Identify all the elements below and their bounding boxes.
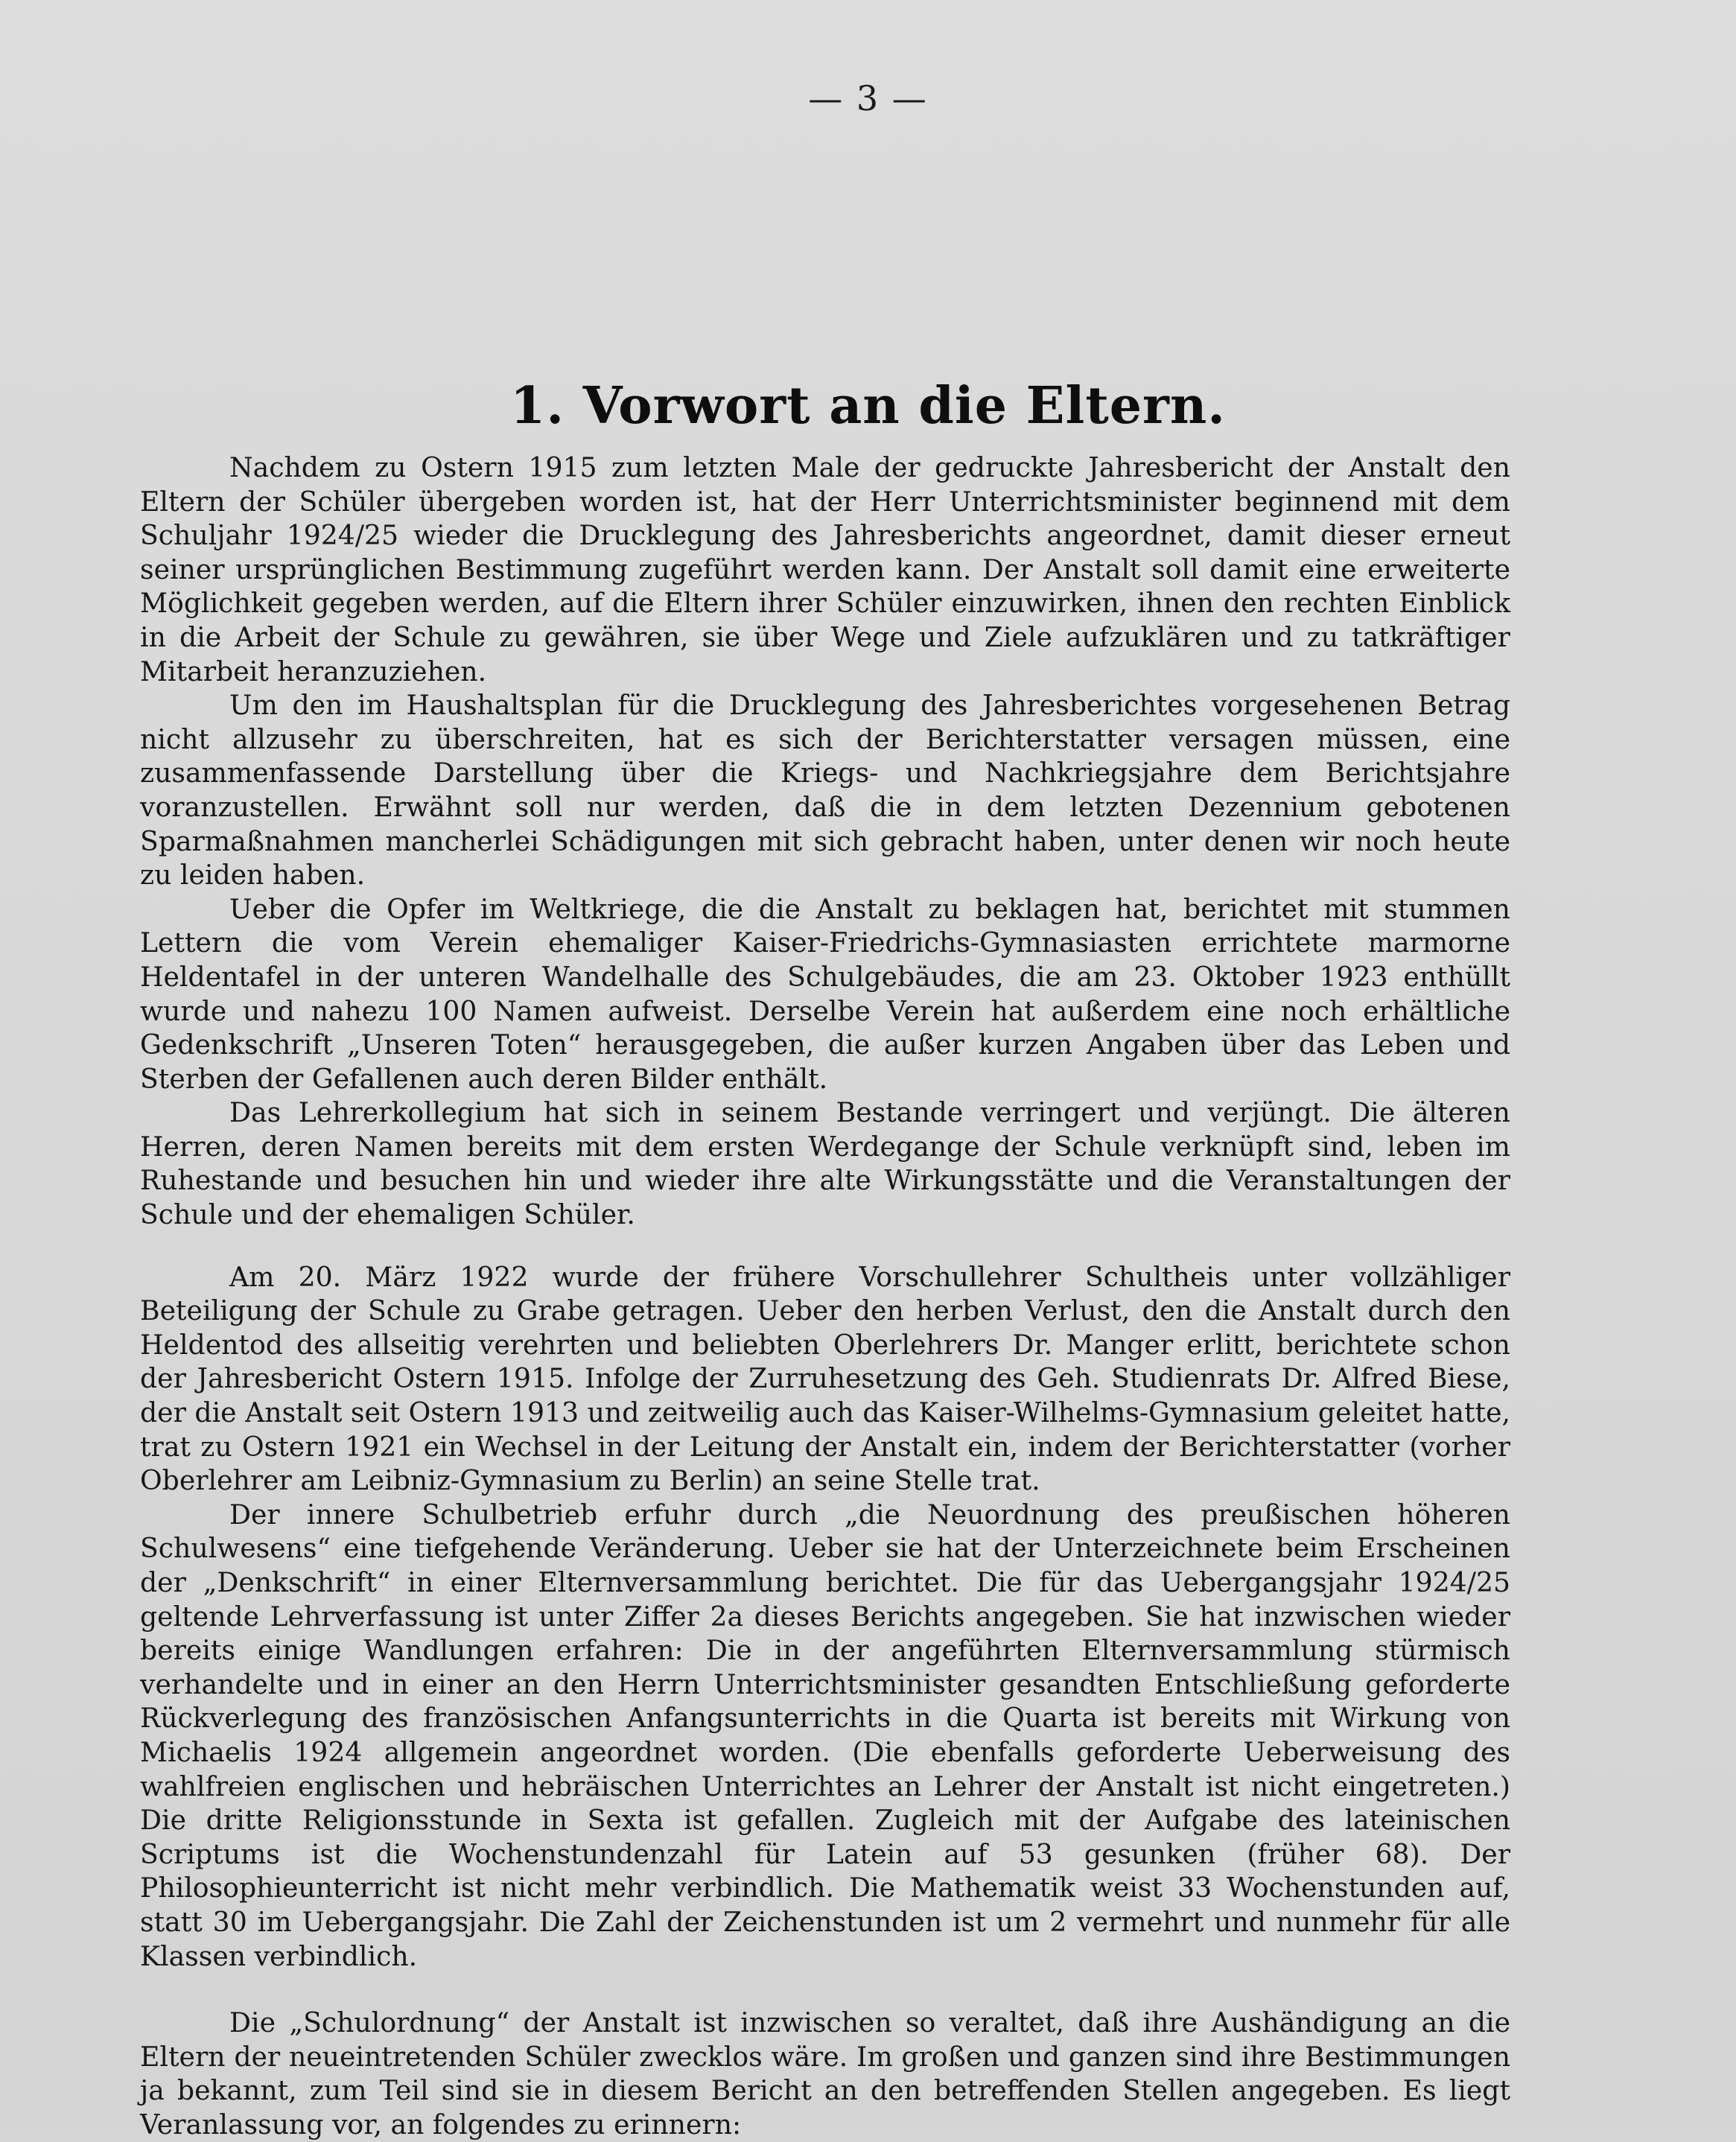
paragraph-teaching-staff: Das Lehrerkollegium hat sich in seinem Bestande verringert und verjüngt. Die älteren Herren, deren Namen bereits mit dem ersten Werdegange der Schule verknüpft sind, leben im Ruhestande und besuchen hin und wieder ihre alte Wirkungsstätte und die Veranstaltungen der Schule und der ehemaligen Schüler. bbox=[140, 1096, 1510, 1231]
page-number: — 3 — bbox=[808, 78, 928, 118]
section-title: 1. Vorwort an die Eltern. bbox=[510, 376, 1226, 436]
body-text bbox=[140, 451, 1510, 2142]
paragraph-budget: Um den im Haushaltsplan für die Drucklegung des Jahresberichtes vorgesehenen Betrag nicht allzusehr zu überschreiten, hat es sich der Berichterstatter versagen müssen, eine zusammenfassende Darstellung über die Kriegs- und Nachkriegsjahre dem Berichtsjahre voranzustellen. Erwähnt soll nur werden, daß die in dem letzten Dezennium gebotenen Sparmaßnahmen mancherlei Schädigungen mit sich gebracht haben, unter denen wir noch heute zu leiden haben. bbox=[140, 689, 1510, 892]
paragraph-war-victims: Ueber die Opfer im Weltkriege, die die Anstalt zu beklagen hat, berichtet mit stummen Lettern die vom Verein ehemaliger Kaiser-Friedrichs-Gymnasiasten errichtete marmorne Heldentafel in der unteren Wandelhalle des Schulgebäudes, die am 23. Oktober 1923 enthüllt wurde und nahezu 100 Namen aufweist. Derselbe Verein hat außerdem eine noch erhältliche Gedenkschrift „Unseren Toten“ herausgegeben, die außer kurzen Angaben über das Leben und Sterben der Gefallenen auch deren Bilder enthält. bbox=[140, 892, 1510, 1095]
paragraph-intro: Nachdem zu Ostern 1915 zum letzten Male der gedruckte Jahresbericht der Anstalt den Eltern der Schüler übergeben worden ist, hat der Herr Unterrichtsminister beginnend mit dem Schuljahr 1924/25 wieder die Drucklegung des Jahresberichts angeordnet, damit dieser erneut seiner ursprünglichen Bestimmung zugeführt werden kann. Der Anstalt soll damit eine erweiterte Möglichkeit gegeben werden, auf die Eltern ihrer Schüler einzuwirken, ihnen den rechten Einblick in die Arbeit der Schule zu gewähren, sie über Wege und Ziele aufzuklären und zu tatkräftiger Mitarbeit heranzuziehen. bbox=[140, 451, 1510, 687]
paragraph-obituaries: Am 20. März 1922 wurde der frühere Vorschullehrer Schultheis unter vollzähliger Beteiligung der Schule zu Grabe getragen. Ueber den herben Verlust, den die Anstalt durch den Heldentod des allseitig verehrten und beliebten Oberlehrers Dr. Manger erlitt, berichtete schon der Jahresbericht Ostern 1915. Infolge der Zurruhesetzung des Geh. Studienrats Dr. Alfred Biese, der die Anstalt seit Ostern 1913 und zeitweilig auch das Kaiser-Wilhelms-Gymnasium geleitet hatte, trat zu Ostern 1921 ein Wechsel in der Leitung der Anstalt ein, indem der Berichterstatter (vorher Oberlehrer am Leibniz-Gymnasium zu Berlin) an seine Stelle trat. bbox=[140, 1260, 1510, 1497]
paragraph-school-reform: Der innere Schulbetrieb erfuhr durch „die Neuordnung des preußischen höheren Schulwesens“ eine tiefgehende Veränderung. Ueber sie hat der Unterzeichnete beim Erscheinen der „Denkschrift“ in einer Elternversammlung berichtet. Die für das Uebergangsjahr 1924/25 geltende Lehrverfassung ist unter Ziffer 2a dieses Berichts angegeben. Sie hat inzwischen wieder bereits einige Wandlungen erfahren: Die in der angeführten Elternversammlung stürmisch verhandelte und in einer an den Herrn Unterrichtsminister gesandten Entschließung geforderte Rückverlegung des französischen Anfangsunterrichts in die Quarta ist bereits mit Wirkung von Michaelis 1924 allgemein angeordnet worden. (Die ebenfalls geforderte Ueberweisung des wahlfreien englischen und hebräischen Unterrichtes an Lehrer der Anstalt ist nicht eingetreten.) Die dritte Religionsstunde in Sexta ist gefallen. Zugleich mit der Aufgabe des lateinischen Scriptums ist die Wochenstundenzahl für Latein auf 53 gesunken (früher 68). Der Philosophieunterricht ist nicht mehr verbindlich. Die Mathematik weist 33 Wochenstunden auf, statt 30 im Uebergangsjahr. Die Zahl der Zeichenstunden ist um 2 vermehrt und nunmehr für alle Klassen verbindlich. bbox=[140, 1498, 1510, 1972]
paragraph-school-rules: Die „Schulordnung“ der Anstalt ist inzwischen so veraltet, daß ihre Aushändigung an die Eltern der neueintretenden Schüler zwecklos wäre. Im großen und ganzen sind ihre Bestimmungen ja bekannt, zum Teil sind sie in diesem Bericht an den betreffenden Stellen angegeben. Es liegt Veranlassung vor, an folgendes zu erinnern: bbox=[140, 2006, 1510, 2141]
